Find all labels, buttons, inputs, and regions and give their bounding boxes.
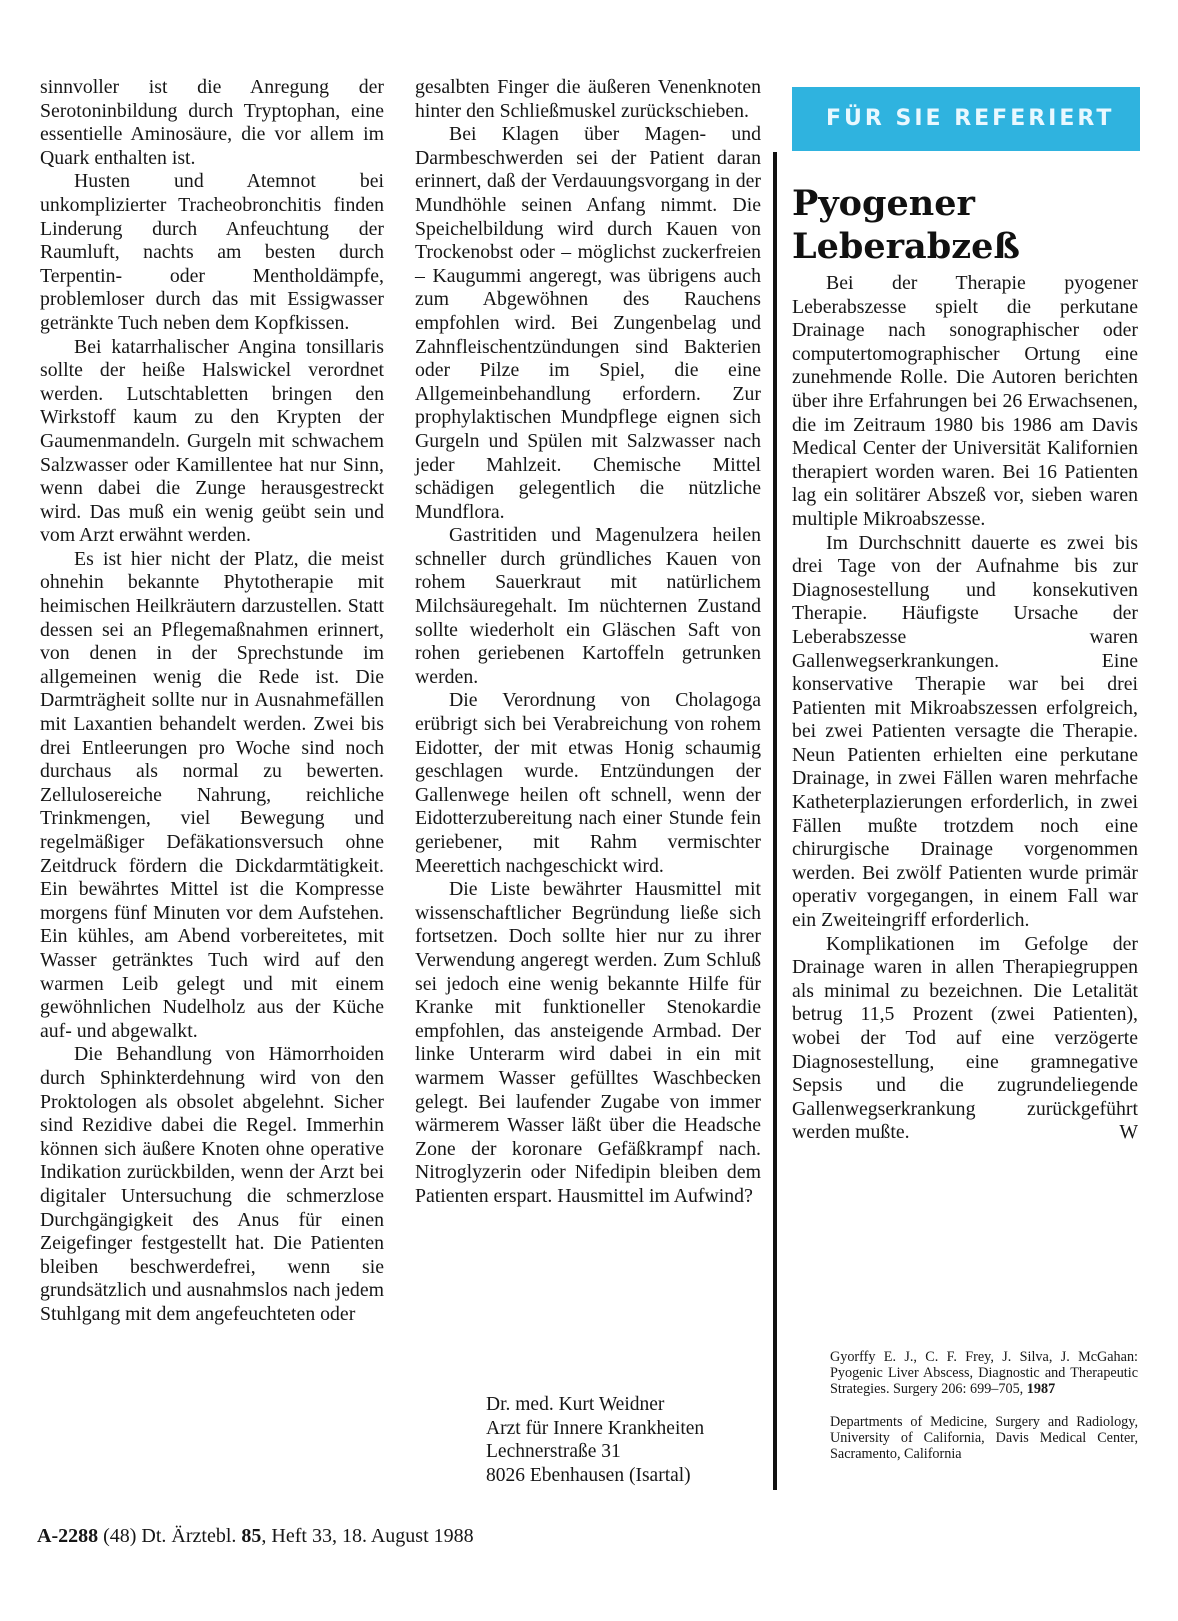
reference-block	[830, 1349, 1138, 1462]
column-divider	[773, 152, 777, 1490]
headline-line-1: Pyogener	[792, 183, 975, 224]
department: Departments of Medicine, Surgery and Radiology, University of California, Davis Medical Center, Sacramento, California	[830, 1413, 1138, 1463]
paragraph: Die Liste bewährter Hausmittel mit wissenschaftlicher Begründung ließe sich fortsetzen. Doch sollte hier nur zu ihrer Verwendung angeregt werden. Zum Schluß sei jedoch eine wenig bekannte Hilfe für Kranke mit funktioneller Stenokardie empfohlen, das ansteigende Armbad. Der linke Unterarm wird dabei in ein mit warmem Wasser gefülltes Waschbecken gelegt. Bei laufender Zugabe von immer wärmerem Wasser läßt über die Headsche Zone der koronare Gefäßkrampf nach. Nitroglyzerin oder Nifedipin bleiben dem Patienten erspart. Hausmittel im Aufwind?	[415, 878, 761, 1207]
citation-year: 1987	[1026, 1381, 1056, 1398]
page-footer	[37, 1525, 474, 1548]
paragraph: Bei der Therapie pyogener Leberabszesse spielt die perkutane Drainage nach sonographischer oder computertomographischer Ortung eine zunehmende Rolle. Die Autoren berichten über ihre Erfahrungen bei 26 Erwachsenen, die im Zeitraum 1980 bis 1986 am Davis Medical Center der Universität Kalifornien therapiert worden waren. Bei 16 Patienten lag ein solitärer Abszeß vor, sieben waren multiple Mikroabszesse.	[792, 272, 1138, 530]
paragraph: sinnvoller ist die Anregung der Serotoninbildung durch Tryptophan, eine essentielle Aminosäure, die vor allem im Quark enthalten ist.	[40, 76, 384, 169]
author-city: 8026 Ebenhausen (Isartal)	[486, 1464, 691, 1486]
author-title: Arzt für Innere Krankheiten	[486, 1417, 705, 1439]
issue-date: , Heft 33, 18. August 1988	[261, 1525, 474, 1547]
paragraph: Bei Klagen über Magen- und Darmbeschwerden sei der Patient daran erinnert, daß der Verdauungsvorgang in der Mundhöhle seinen Anfang nimmt. Die Speichelbildung wird durch Kauen von Trockenobst oder – möglichst zuckerfreien – Kaugummi angeregt, was übrigens auch zum Abgewöhnen des Rauchens empfohlen wird. Bei Zungenbelag und Zahnfleischentzündungen sind Bakterien oder Pilze im Spiel, die eine Allgemeinbehandlung erfordern. Zur prophylaktischen Mundpflege eignen sich Gurgeln und Spülen mit Salzwasser nach jeder Mahlzeit. Chemische Mittel schädigen gelegentlich die nützliche Mundflora.	[415, 123, 761, 523]
author-signature	[486, 1393, 704, 1487]
author-name: Dr. med. Kurt Weidner	[486, 1394, 665, 1415]
section-banner	[792, 87, 1140, 151]
citation	[830, 1349, 1138, 1398]
article-column-2	[415, 76, 761, 1209]
paragraph	[792, 933, 1138, 1145]
sidebar-column	[792, 272, 1138, 1145]
paragraph: Gastritiden und Magenulzera heilen schneller durch gründliches Kauen von rohem Sauerkraut mit natürlichem Milchsäuregehalt. Im nüchternen Zustand sollte wiederholt ein Gläschen Saft von rohen geriebenen Kartoffeln getrunken werden.	[415, 524, 761, 688]
citation-text: Gyorffy E. J., C. F. Frey, J. Silva, J. McGahan: Pyogenic Liver Abscess, Diagnostic and Therapeutic Strategies. Surgery 206: 699–705,	[830, 1349, 1138, 1398]
paragraph: Die Verordnung von Cholagoga erübrigt sich bei Verabreichung von rohem Eidotter, der mit etwas Honig schaumig geschlagen wurde. Entzündungen der Gallenwege heilen oft schnell, wenn der Eidotterzubereitung nach einer Stunde fein geriebener, mit Rahm vermischter Meerettich nachgeschickt wird.	[415, 689, 761, 877]
paragraph: Husten und Atemnot bei unkomplizierter Tracheobronchitis finden Linderung durch Anfeuchtung der Raumluft, nachts am besten durch Terpentin- oder Mentholdämpfe, problemloser durch das mit Essigwasser getränkte Tuch neben dem Kopfkissen.	[40, 170, 384, 334]
volume-number: 85	[241, 1525, 262, 1547]
paragraph: Die Behandlung von Hämorrhoiden durch Sphinkterdehnung wird von den Proktologen als obsolet abgelehnt. Sicher sind Rezidive dabei die Regel. Immerhin können sich äußere Knoten ohne operative Indikation zurückbilden, wenn der Arzt bei digitaler Untersuchung die schmerzlose Durchgängigkeit des Anus für einen Zeigefinger festgestellt hat. Die Patienten bleiben beschwerdefrei, wenn sie grundsätzlich und ausnahmslos nach jedem Stuhlgang mit dem angefeuchteten oder	[40, 1043, 384, 1325]
sidebar-headline	[792, 182, 1152, 268]
author-street: Lechnerstraße 31	[486, 1441, 621, 1463]
paragraph-text: Komplikationen im Gefolge der Drainage waren in allen Therapiegruppen als minimal zu bezeichnen. Die Letalität betrug 11,5 Prozent (zwei Patienten), wobei der Tod auf eine verzögerte Diagnosestellung, eine gramnegative Sepsis und die zugrundeliegende Gallenwegserkrankung zurückgeführt werden mußte.	[792, 932, 1138, 1144]
journal-name: (48) Dt. Ärztebl.	[98, 1525, 237, 1547]
headline-line-2: Leberabzeß	[792, 226, 1020, 267]
section-banner-label: FÜR SIE REFERIERT	[826, 106, 1115, 131]
author-initial: W	[1119, 1121, 1138, 1144]
paragraph: Bei katarrhalischer Angina tonsillaris sollte der heiße Halswickel verordnet werden. Lutschtabletten bringen den Wirkstoff kaum zu den Krypten der Gaumenmandeln. Gurgeln mit schwachem Salzwasser oder Kamillentee hat nur Sinn, wenn dabei die Zunge herausgestreckt wird. Das muß ein wenig geübt sein und vom Arzt erwähnt werden.	[40, 335, 384, 547]
paragraph: Es ist hier nicht der Platz, die meist ohnehin bekannte Phytotherapie mit heimischen Heilkräutern darzustellen. Statt dessen sei an Pflegemaßnahmen erinnert, von denen in der Sprechstunde im allgemeinen wenig die Rede ist. Die Darmträgheit sollte nur in Ausnahmefällen mit Laxantien behandelt werden. Zwei bis drei Entleerungen pro Woche sind noch durchaus als normal zu bewerten. Zellulosereiche Nahrung, reichliche Trinkmengen, viel Bewegung und regelmäßiger Defäkationsversuch ohne Zeitdruck fördern die Dickdarmtätigkeit. Ein bewährtes Mittel ist die Kompresse morgens fünf Minuten vor dem Aufstehen. Ein kühles, am Abend vorbereitetes, mit Wasser getränktes Tuch wird auf den warmen Leib gelegt und mit einem gewöhnlichen Nudelholz aus der Küche auf- und abgewalkt.	[40, 547, 384, 1042]
article-column-1	[40, 76, 384, 1326]
page-number: A-2288	[37, 1525, 99, 1547]
paragraph: Im Durchschnitt dauerte es zwei bis drei Tage von der Aufnahme bis zur Diagnosestellung und konsekutiven Therapie. Häufigste Ursache der Leberabszesse waren Gallenwegserkrankungen. Eine konservative Therapie war bei drei Patienten mit Mikroabszessen erfolgreich, bei zwei Patienten versagte die Therapie. Neun Patienten erhielten eine perkutane Drainage, in zwei Fällen waren mehrfache Katheterplazierungen erforderlich, in zwei Fällen mußte trotzdem noch eine chirurgische Drainage vorgenommen werden. Bei zwölf Patienten wurde primär operativ vorgegangen, in einem Fall war ein Zweiteingriff erforderlich.	[792, 531, 1138, 932]
paragraph: gesalbten Finger die äußeren Venenknoten hinter den Schließmuskel zurückschieben.	[415, 76, 761, 122]
